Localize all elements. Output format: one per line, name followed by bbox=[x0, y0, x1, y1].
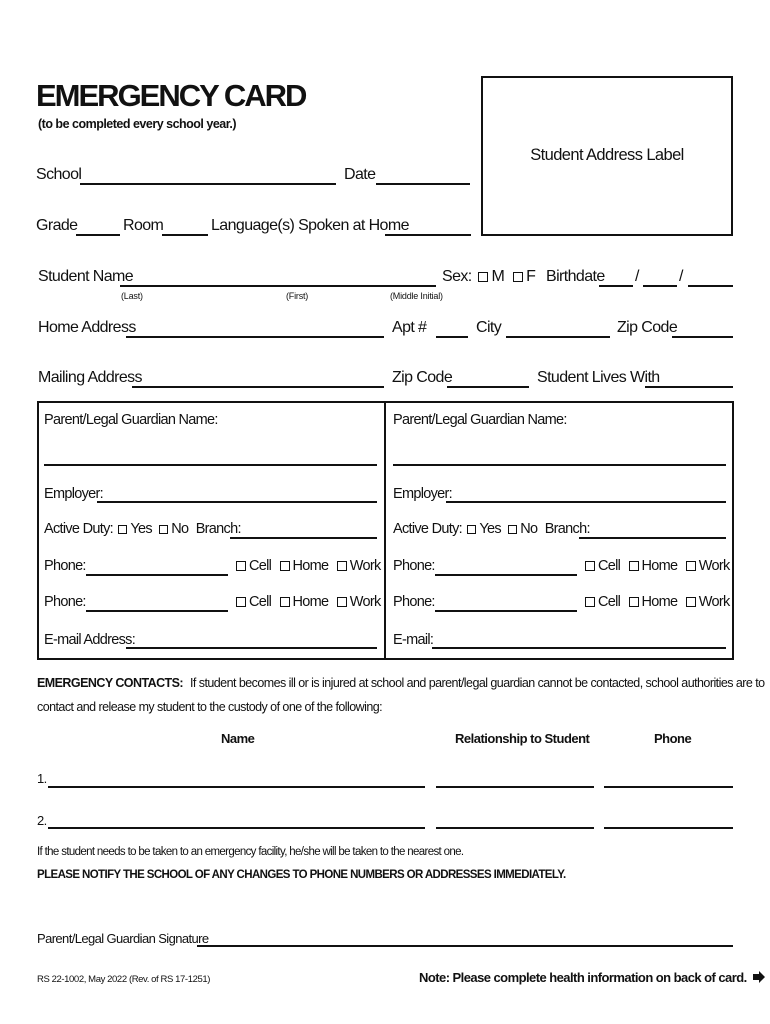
languages-label: Language(s) Spoken at Home bbox=[211, 217, 409, 234]
guardian-2-phone-2-types bbox=[585, 594, 730, 610]
notify-notice: PLEASE NOTIFY THE SCHOOL OF ANY CHANGES TO PHONE NUMBERS OR ADDRESSES IMMEDIATELY. bbox=[37, 869, 566, 881]
phone-work-checkbox[interactable] bbox=[686, 561, 696, 571]
home-label: Home bbox=[641, 594, 678, 610]
zip-code-field[interactable] bbox=[672, 336, 733, 338]
contact-1-phone-field[interactable] bbox=[604, 786, 733, 788]
address-label-text: Student Address Label bbox=[530, 146, 684, 164]
room-label: Room bbox=[123, 217, 164, 234]
phone-cell-checkbox[interactable] bbox=[585, 561, 595, 571]
apt-label: Apt # bbox=[392, 319, 427, 336]
back-of-card-note bbox=[419, 970, 766, 985]
guardian-1-phone-2-field[interactable] bbox=[86, 610, 228, 612]
date-field[interactable] bbox=[376, 183, 470, 185]
city-field[interactable] bbox=[506, 336, 610, 338]
facility-note: If the student needs to be taken to an emergency facility, he/she will be taken to the nearest one. bbox=[37, 846, 464, 858]
signature-field[interactable] bbox=[197, 945, 733, 947]
guardian-1-phone-2-label: Phone: bbox=[44, 594, 86, 610]
form-title: EMERGENCY CARD bbox=[36, 78, 306, 113]
guardian-divider bbox=[384, 401, 386, 660]
guardian-2-email-label: E-mail: bbox=[393, 632, 434, 648]
phone-cell-checkbox[interactable] bbox=[236, 597, 246, 607]
work-label: Work bbox=[698, 558, 730, 574]
sex-f-label: F bbox=[526, 268, 536, 285]
branch-label: Branch: bbox=[195, 521, 241, 537]
home-label: Home bbox=[292, 558, 329, 574]
emergency-text-line-1 bbox=[37, 676, 765, 690]
guardian-1-yes-checkbox[interactable] bbox=[118, 525, 127, 534]
guardian-1-employer-field[interactable] bbox=[97, 501, 377, 503]
home-address-field[interactable] bbox=[126, 336, 384, 338]
form-id: RS 22-1002, May 2022 (Rev. of RS 17-1251) bbox=[37, 974, 210, 985]
guardian-1-email-field[interactable] bbox=[126, 647, 377, 649]
yes-label: Yes bbox=[130, 521, 152, 537]
languages-field[interactable] bbox=[385, 234, 471, 236]
active-duty-label: Active Duty: bbox=[393, 521, 462, 537]
guardian-1-phone-1-field[interactable] bbox=[86, 574, 228, 576]
guardian-2-phone-1-types bbox=[585, 558, 730, 574]
guardian-2-no-checkbox[interactable] bbox=[508, 525, 517, 534]
sex-f-checkbox[interactable] bbox=[513, 272, 523, 282]
phone-work-checkbox[interactable] bbox=[337, 561, 347, 571]
apt-field[interactable] bbox=[436, 336, 468, 338]
guardian-2-phone-2-field[interactable] bbox=[435, 610, 577, 612]
room-field[interactable] bbox=[162, 234, 208, 236]
grade-label: Grade bbox=[36, 217, 78, 234]
guardian-1-no-checkbox[interactable] bbox=[159, 525, 168, 534]
guardian-2-email-field[interactable] bbox=[432, 647, 726, 649]
active-duty-label: Active Duty: bbox=[44, 521, 113, 537]
guardian-1-name-label: Parent/Legal Guardian Name: bbox=[44, 412, 218, 428]
phone-home-checkbox[interactable] bbox=[280, 561, 290, 571]
guardian-1-employer-label: Employer: bbox=[44, 486, 103, 502]
sex-m-label: M bbox=[491, 268, 505, 285]
mailing-address-label: Mailing Address bbox=[38, 369, 142, 386]
mailing-zip-label: Zip Code bbox=[392, 369, 453, 386]
sex-m-checkbox[interactable] bbox=[478, 272, 488, 282]
guardian-2-active-duty bbox=[393, 521, 590, 537]
contact-2-number: 2. bbox=[37, 813, 47, 828]
col-phone-header: Phone bbox=[654, 731, 692, 746]
last-name-hint: (Last) bbox=[121, 291, 143, 301]
cell-label: Cell bbox=[598, 558, 621, 574]
grade-field[interactable] bbox=[76, 234, 120, 236]
phone-home-checkbox[interactable] bbox=[629, 597, 639, 607]
no-label: No bbox=[520, 521, 538, 537]
work-label: Work bbox=[349, 558, 381, 574]
sex-text: Sex: bbox=[442, 268, 472, 285]
home-label: Home bbox=[641, 558, 678, 574]
form-subtitle: (to be completed every school year.) bbox=[38, 117, 237, 131]
col-name-header: Name bbox=[221, 731, 255, 746]
back-of-card-text: Note: Please complete health information on back of card. bbox=[419, 970, 747, 985]
guardian-2-branch-field[interactable] bbox=[579, 537, 726, 539]
birthdate-month-field[interactable] bbox=[599, 285, 633, 287]
guardian-2-name-label: Parent/Legal Guardian Name: bbox=[393, 412, 567, 428]
guardian-1-active-duty bbox=[44, 521, 241, 537]
contact-1-name-field[interactable] bbox=[48, 786, 425, 788]
cell-label: Cell bbox=[249, 558, 272, 574]
guardian-1-email-label: E-mail Address: bbox=[44, 632, 136, 648]
birthdate-year-field[interactable] bbox=[688, 285, 733, 287]
guardian-2-employer-label: Employer: bbox=[393, 486, 452, 502]
birthdate-label: Birthdate bbox=[546, 268, 605, 285]
guardian-2-phone-1-field[interactable] bbox=[435, 574, 577, 576]
guardian-2-yes-checkbox[interactable] bbox=[467, 525, 476, 534]
mailing-address-field[interactable] bbox=[132, 386, 384, 388]
birthdate-slash-2: / bbox=[679, 268, 683, 285]
date-label: Date bbox=[344, 166, 376, 183]
student-address-label-box bbox=[481, 76, 733, 236]
contact-1-number: 1. bbox=[37, 771, 47, 786]
home-label: Home bbox=[292, 594, 329, 610]
contact-2-name-field[interactable] bbox=[48, 827, 425, 829]
birthdate-day-field[interactable] bbox=[643, 285, 677, 287]
student-lives-with-label: Student Lives With bbox=[537, 369, 660, 386]
guardian-2-phone-1-label: Phone: bbox=[393, 558, 435, 574]
school-field[interactable] bbox=[80, 183, 336, 185]
signature-label: Parent/Legal Guardian Signature bbox=[37, 931, 209, 946]
guardian-2-name-field[interactable] bbox=[393, 464, 726, 466]
work-label: Work bbox=[349, 594, 381, 610]
phone-home-checkbox[interactable] bbox=[280, 597, 290, 607]
emergency-heading: EMERGENCY CONTACTS: bbox=[37, 676, 184, 690]
guardian-1-phone-1-label: Phone: bbox=[44, 558, 86, 574]
contact-1-relationship-field[interactable] bbox=[436, 786, 594, 788]
no-label: No bbox=[171, 521, 189, 537]
school-label: School bbox=[36, 166, 82, 183]
guardian-1-name-field[interactable] bbox=[44, 464, 377, 466]
cell-label: Cell bbox=[249, 594, 272, 610]
guardian-1-phone-2-types bbox=[236, 594, 381, 610]
col-relationship-header: Relationship to Student bbox=[455, 731, 590, 746]
yes-label: Yes bbox=[479, 521, 501, 537]
city-label: City bbox=[476, 319, 502, 336]
home-address-label: Home Address bbox=[38, 319, 136, 336]
emergency-text-line-2: contact and release my student to the custody of one of the following: bbox=[37, 700, 383, 714]
guardian-2-employer-field[interactable] bbox=[446, 501, 726, 503]
work-label: Work bbox=[698, 594, 730, 610]
phone-home-checkbox[interactable] bbox=[629, 561, 639, 571]
student-lives-with-field[interactable] bbox=[645, 386, 733, 388]
emergency-text-1: If student becomes ill or is injured at school and parent/legal guardian cannot be contacted, school authorities are to bbox=[189, 676, 765, 690]
phone-cell-checkbox[interactable] bbox=[236, 561, 246, 571]
branch-label: Branch: bbox=[544, 521, 590, 537]
student-name-label: Student Name bbox=[38, 268, 134, 285]
sex-label bbox=[442, 268, 535, 286]
mailing-zip-field[interactable] bbox=[447, 386, 529, 388]
guardian-1-branch-field[interactable] bbox=[230, 537, 377, 539]
birthdate-slash-1: / bbox=[635, 268, 639, 285]
first-name-hint: (First) bbox=[286, 291, 309, 301]
student-name-field[interactable] bbox=[120, 285, 436, 287]
guardian-1-phone-1-types bbox=[236, 558, 381, 574]
contact-2-relationship-field[interactable] bbox=[436, 827, 594, 829]
phone-work-checkbox[interactable] bbox=[686, 597, 696, 607]
cell-label: Cell bbox=[598, 594, 621, 610]
contact-2-phone-field[interactable] bbox=[604, 827, 733, 829]
guardian-2-phone-2-label: Phone: bbox=[393, 594, 435, 610]
zip-code-label: Zip Code bbox=[617, 319, 678, 336]
middle-initial-hint: (Middle Initial) bbox=[390, 291, 443, 301]
arrow-right-icon bbox=[752, 970, 766, 984]
phone-cell-checkbox[interactable] bbox=[585, 597, 595, 607]
phone-work-checkbox[interactable] bbox=[337, 597, 347, 607]
